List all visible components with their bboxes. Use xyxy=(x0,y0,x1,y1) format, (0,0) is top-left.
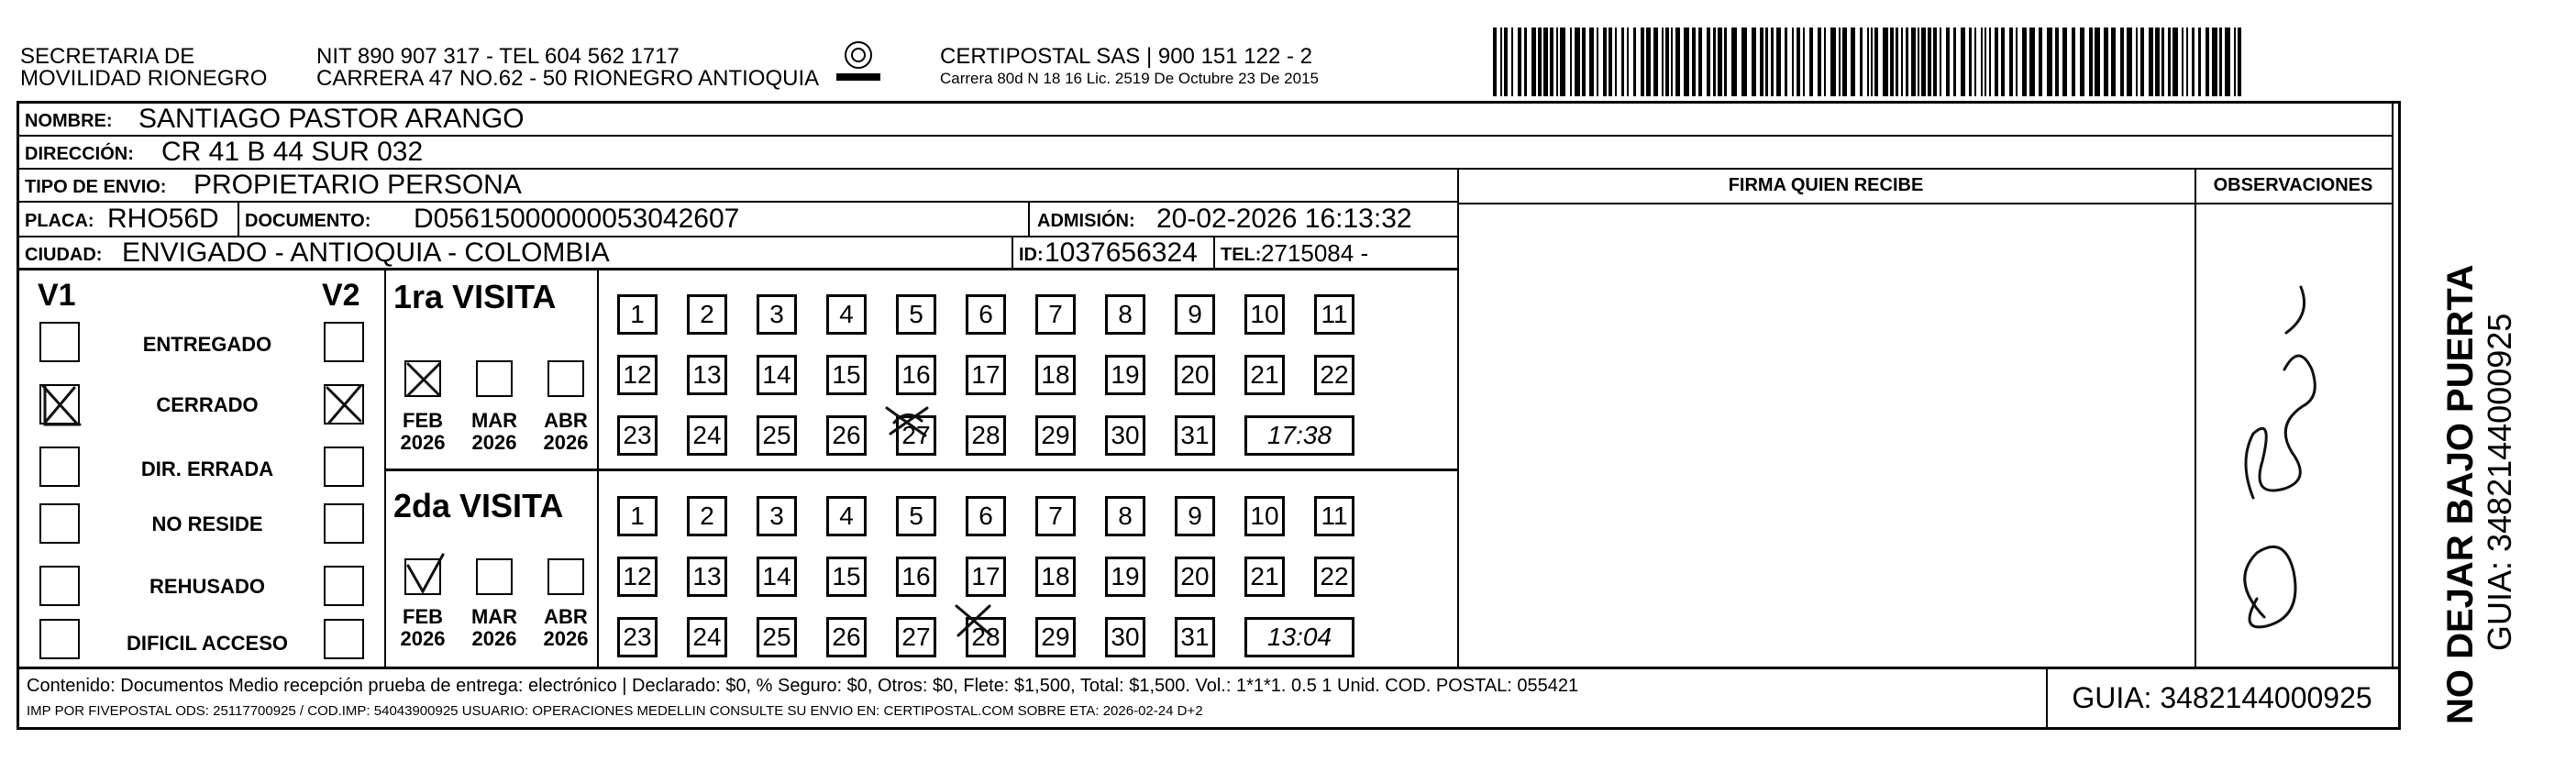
first-visit-day-29[interactable]: 29 xyxy=(1035,415,1076,456)
first-visit-day-7[interactable]: 7 xyxy=(1035,294,1076,335)
barcode-bar xyxy=(1641,28,1644,96)
barcode-bar xyxy=(1818,28,1821,96)
barcode-bar xyxy=(1504,28,1508,96)
second-visit-day-29[interactable]: 29 xyxy=(1035,617,1076,657)
courier-name: CERTIPOSTAL SAS | 900 151 122 - 2 xyxy=(940,44,1312,69)
barcode-bar xyxy=(2022,28,2027,96)
org-name-line1: SECRETARIA DE xyxy=(20,44,195,69)
month-name: FEB xyxy=(403,409,443,432)
second-visit-day-9[interactable]: 9 xyxy=(1175,496,1215,536)
barcode-bar xyxy=(2104,28,2108,96)
second-month-feb xyxy=(391,606,455,650)
barcode-bar xyxy=(1665,28,1669,96)
org-name-line2: MOVILIDAD RIONEGRO xyxy=(20,66,268,91)
observaciones-header: OBSERVACIONES xyxy=(2213,175,2373,195)
first-visit-day-20[interactable]: 20 xyxy=(1175,355,1215,395)
v2-cerrado-checkbox[interactable] xyxy=(324,384,364,425)
second-visit-day-20[interactable]: 20 xyxy=(1175,557,1215,597)
barcode-bar xyxy=(1860,28,1863,96)
first-visit-day-26[interactable]: 26 xyxy=(826,415,867,456)
second-visit-day-28[interactable]: 28 xyxy=(966,617,1006,657)
second-visit-day-25[interactable]: 25 xyxy=(757,617,797,657)
month-year: 2026 xyxy=(471,431,517,454)
month-year: 2026 xyxy=(543,627,589,650)
second-visit-day-6[interactable]: 6 xyxy=(966,496,1006,536)
barcode-bar xyxy=(2219,28,2222,96)
second-visit-day-5[interactable]: 5 xyxy=(896,496,936,536)
tipo-value: PROPIETARIO PERSONA xyxy=(193,170,522,200)
barcode-bar xyxy=(2080,28,2084,96)
barcode-bar xyxy=(2225,28,2230,96)
second-visit-day-1[interactable]: 1 xyxy=(617,496,658,536)
barcode-bar xyxy=(2001,28,2005,96)
barcode-bar xyxy=(1741,28,1747,96)
second-visit-day-19[interactable]: 19 xyxy=(1105,557,1145,597)
month-year: 2026 xyxy=(400,431,446,454)
documento-label: DOCUMENTO: xyxy=(245,211,371,231)
second-visit-day-3[interactable]: 3 xyxy=(757,496,797,536)
courier-address: Carrera 80d N 18 16 Lic. 2519 De Octubre 23 De 2015 xyxy=(940,70,1319,87)
v1-dir-errada-checkbox[interactable] xyxy=(39,447,80,487)
second-visit-day-31[interactable]: 31 xyxy=(1175,617,1215,657)
barcode-bar xyxy=(2120,28,2124,96)
barcode-bar xyxy=(1698,28,1702,96)
id-value: 1037656324 xyxy=(1045,237,1198,268)
first-visit-feb-checkbox[interactable] xyxy=(404,360,441,397)
second-visit-day-21[interactable]: 21 xyxy=(1244,557,1285,597)
second-visit-day-17[interactable]: 17 xyxy=(966,557,1006,597)
first-month-mar xyxy=(462,410,526,454)
barcode-bar xyxy=(2072,28,2075,96)
second-visit-mar-checkbox[interactable] xyxy=(476,558,513,595)
status-rehusado: REHUSADO xyxy=(149,575,265,598)
first-visit-day-18[interactable]: 18 xyxy=(1035,355,1076,395)
barcode-bar xyxy=(1760,28,1763,96)
side-guia: GUIA: 3482144000925 xyxy=(2481,313,2518,651)
barcode-bar xyxy=(1896,28,1898,96)
barcode-bar xyxy=(1867,28,1869,96)
first-visit-day-11[interactable]: 11 xyxy=(1314,294,1354,335)
barcode-bar xyxy=(1921,28,1926,96)
barcode-bar xyxy=(2161,28,2164,96)
second-visit-day-8[interactable]: 8 xyxy=(1105,496,1145,536)
second-visit-feb-checkbox[interactable] xyxy=(404,558,441,595)
second-visit-day-12[interactable]: 12 xyxy=(617,557,658,597)
barcode-bar xyxy=(1538,28,1542,96)
barcode-bar xyxy=(1883,28,1888,96)
first-visit-day-15[interactable]: 15 xyxy=(826,355,867,395)
barcode-bar xyxy=(1493,28,1497,96)
barcode-bar xyxy=(1713,28,1716,96)
first-visit-day-31[interactable]: 31 xyxy=(1175,415,1215,456)
barcode-bar xyxy=(1653,28,1658,96)
first-month-feb xyxy=(391,410,455,454)
barcode-bar xyxy=(1543,28,1548,96)
barcode-bar xyxy=(1675,28,1680,96)
first-visit-day-12[interactable]: 12 xyxy=(617,355,658,395)
barcode-bar xyxy=(1550,28,1553,96)
barcode-bar xyxy=(1890,28,1894,96)
first-visit-day-8[interactable]: 8 xyxy=(1105,294,1145,335)
barcode-bar xyxy=(1933,28,1937,96)
first-visit-day-1[interactable]: 1 xyxy=(617,294,658,335)
barcode-bar xyxy=(2095,28,2100,96)
barcode-bar xyxy=(1901,28,1903,96)
barcode-bar xyxy=(1752,28,1756,96)
barcode-bar xyxy=(1985,28,1986,96)
status-dir-errada: DIR. ERRADA xyxy=(140,458,274,480)
barcode-bar xyxy=(1995,28,1998,96)
footer-guia: GUIA: 3482144000925 xyxy=(2072,681,2372,714)
barcode-bar xyxy=(1633,28,1636,96)
v1-dificil-acceso-checkbox[interactable] xyxy=(39,619,80,659)
barcode-bar xyxy=(2212,28,2217,96)
barcode-bar xyxy=(2009,28,2013,96)
barcode-bar xyxy=(1511,28,1513,96)
barcode-bar xyxy=(1969,28,1972,96)
barcode-bar xyxy=(1603,28,1607,96)
second-visit-day-15[interactable]: 15 xyxy=(826,557,867,597)
barcode-bar xyxy=(1776,28,1781,96)
barcode-bar xyxy=(1621,28,1624,96)
barcode-bar xyxy=(2029,28,2035,96)
second-visit-day-10[interactable]: 10 xyxy=(1244,496,1285,536)
barcode-bar xyxy=(2047,28,2052,96)
second-visit-abr-checkbox[interactable] xyxy=(547,558,584,595)
barcode-bar xyxy=(1500,28,1502,96)
first-visit-title: 1ra VISITA xyxy=(393,278,557,315)
barcode-bar xyxy=(2238,28,2241,96)
barcode-bar xyxy=(1842,28,1847,96)
barcode-bar xyxy=(1809,28,1813,96)
barcode-bar xyxy=(1830,28,1836,96)
direccion-value: CR 41 B 44 SUR 032 xyxy=(161,137,424,167)
ciudad-value: ENVIGADO - ANTIOQUIA - COLOMBIA xyxy=(122,237,610,268)
v2-dificil-acceso-checkbox[interactable] xyxy=(324,619,364,659)
barcode-bar xyxy=(2136,28,2138,96)
barcode-bar xyxy=(1771,28,1774,96)
second-month-mar xyxy=(462,606,526,650)
barcode-bar xyxy=(2149,28,2153,96)
first-visit-day-27[interactable]: 27 xyxy=(896,415,936,456)
barcode-bar xyxy=(1946,28,1950,96)
v1-cerrado-checkbox[interactable] xyxy=(39,384,80,425)
barcode-bar xyxy=(2234,28,2236,96)
barcode-bar xyxy=(1560,28,1565,96)
month-name: ABR xyxy=(544,605,588,628)
barcode-bar xyxy=(2039,28,2042,96)
barcode-bar xyxy=(1609,28,1612,96)
row-direccion xyxy=(19,137,2392,170)
barcode-bar xyxy=(1851,28,1855,96)
barcode-bar xyxy=(1928,28,1931,96)
barcode-bar xyxy=(1839,28,1841,96)
barcode-bar xyxy=(1662,28,1664,96)
barcode-bar xyxy=(1765,28,1768,96)
barcode-bar xyxy=(1981,28,1983,96)
barcode-bar xyxy=(1961,28,1965,96)
month-name: MAR xyxy=(470,409,518,432)
barcode-bar xyxy=(1785,28,1787,96)
status-entregado: ENTREGADO xyxy=(142,333,272,356)
first-visit-day-10[interactable]: 10 xyxy=(1244,294,1285,335)
barcode-bar xyxy=(1724,28,1727,96)
barcode-bar xyxy=(1797,28,1800,96)
month-name: FEB xyxy=(403,605,443,628)
barcode-bar xyxy=(2111,28,2116,96)
barcode-bar xyxy=(2062,28,2067,96)
barcode-bar xyxy=(1627,28,1629,96)
first-visit-day-6[interactable]: 6 xyxy=(966,294,1006,335)
placa-value: RHO56D xyxy=(107,204,219,234)
barcode-bar xyxy=(1589,28,1594,96)
second-visit-day-13[interactable]: 13 xyxy=(687,557,727,597)
direccion-label: DIRECCIÓN: xyxy=(25,144,134,164)
first-visit-day-23[interactable]: 23 xyxy=(617,415,658,456)
side-labels xyxy=(2439,83,2518,724)
first-visit-day-13[interactable]: 13 xyxy=(687,355,727,395)
v1-no-reside-checkbox[interactable] xyxy=(39,503,80,544)
firma-header: FIRMA QUIEN RECIBE xyxy=(1728,175,1924,195)
first-visit-day-16[interactable]: 16 xyxy=(896,355,936,395)
tel-label: TEL: xyxy=(1221,245,1262,265)
barcode-bar xyxy=(1824,28,1826,96)
status-dificil-acceso: DIFICIL ACCESO xyxy=(126,632,288,655)
second-visit-day-22[interactable]: 22 xyxy=(1314,557,1354,597)
v1-rehusado-checkbox[interactable] xyxy=(39,566,80,606)
first-visit-day-3[interactable]: 3 xyxy=(757,294,797,335)
barcode-bar xyxy=(1597,28,1598,96)
barcode-bar xyxy=(2140,28,2144,96)
barcode-bar xyxy=(2155,28,2160,96)
month-name: ABR xyxy=(544,409,588,432)
barcode-bar xyxy=(1518,28,1521,96)
second-visit-day-2[interactable]: 2 xyxy=(687,496,727,536)
second-month-abr xyxy=(534,606,598,650)
org-address: CARRERA 47 NO.62 - 50 RIONEGRO ANTIOQUIA xyxy=(316,66,820,91)
barcode-bar xyxy=(1803,28,1805,96)
barcode-bar xyxy=(1874,28,1878,96)
row-placa xyxy=(19,203,1457,237)
v1-entregado-checkbox[interactable] xyxy=(39,322,80,362)
first-visit-abr-checkbox[interactable] xyxy=(547,360,584,397)
first-visit-time-box[interactable]: 17:38 xyxy=(1244,415,1354,456)
month-year: 2026 xyxy=(543,431,589,454)
row-nombre xyxy=(19,104,2392,137)
barcode-bar xyxy=(1575,28,1580,96)
first-visit-day-28[interactable]: 28 xyxy=(966,415,1006,456)
second-visit-title: 2da VISITA xyxy=(393,487,564,524)
second-visit-time-box[interactable]: 13:04 xyxy=(1244,617,1354,657)
footer-contenido: Contenido: Documentos Medio recepción prueba de entrega: electrónico | Declarado: $0, % Seguro: $0, Otros: $0, Flete: $1,500, Total: $1,500. Vol.: 1*1*1. 0.5 1 Unid. COD. POSTAL: 055421 xyxy=(27,676,1579,696)
barcode-bar xyxy=(1692,28,1696,96)
first-visit-day-25[interactable]: 25 xyxy=(757,415,797,456)
second-visit-day-18[interactable]: 18 xyxy=(1035,557,1076,597)
first-visit-day-24[interactable]: 24 xyxy=(687,415,727,456)
barcode xyxy=(1493,28,2245,96)
v2-dir-errada-checkbox[interactable] xyxy=(324,447,364,487)
barcode-bar xyxy=(2127,28,2132,96)
second-visit-day-4[interactable]: 4 xyxy=(826,496,867,536)
first-visit-day-19[interactable]: 19 xyxy=(1105,355,1145,395)
first-visit-mar-checkbox[interactable] xyxy=(476,360,513,397)
barcode-bar xyxy=(2168,28,2171,96)
barcode-bar xyxy=(1556,28,1558,96)
month-year: 2026 xyxy=(400,627,446,650)
barcode-bar xyxy=(2055,28,2059,96)
barcode-bar xyxy=(2016,28,2018,96)
placa-label: PLACA: xyxy=(25,211,94,231)
first-visit-day-5[interactable]: 5 xyxy=(896,294,936,335)
barcode-bar xyxy=(2182,28,2184,96)
v2-rehusado-checkbox[interactable] xyxy=(324,566,364,606)
v2-no-reside-checkbox[interactable] xyxy=(324,503,364,544)
barcode-bar xyxy=(2192,28,2195,96)
barcode-bar xyxy=(1718,28,1722,96)
admision-value: 20-02-2026 16:13:32 xyxy=(1156,204,1412,234)
tipo-label: TIPO DE ENVIO: xyxy=(25,177,167,197)
barcode-bar xyxy=(1792,28,1794,96)
barcode-bar xyxy=(1953,28,1956,96)
footer-imp: IMP POR FIVEPOSTAL ODS: 25117700925 / COD.IMP: 54043900925 USUARIO: OPERACIONES MEDELLIN CONSULTE SU ENVIO EN: CERTIPOSTAL.COM SOBRE ETA: 2026-02-24 D+2 xyxy=(27,703,1203,719)
barcode-bar xyxy=(2206,28,2209,96)
barcode-bar xyxy=(1707,28,1710,96)
second-visit-day-30[interactable]: 30 xyxy=(1105,617,1145,657)
first-visit-day-30[interactable]: 30 xyxy=(1105,415,1145,456)
row-tipo xyxy=(19,170,1457,203)
barcode-bar xyxy=(1684,28,1689,96)
row-ciudad xyxy=(19,237,1457,270)
barcode-bar xyxy=(1671,28,1673,96)
nombre-value: SANTIAGO PASTOR ARANGO xyxy=(138,104,525,134)
barcode-bar xyxy=(1918,28,1919,96)
second-visit-day-16[interactable]: 16 xyxy=(896,557,936,597)
second-visit-day-11[interactable]: 11 xyxy=(1314,496,1354,536)
first-visit-day-9[interactable]: 9 xyxy=(1175,294,1215,335)
second-visit-day-7[interactable]: 7 xyxy=(1035,496,1076,536)
second-visit-day-24[interactable]: 24 xyxy=(687,617,727,657)
first-visit-day-22[interactable]: 22 xyxy=(1314,355,1354,395)
v2-entregado-checkbox[interactable] xyxy=(324,322,364,362)
barcode-bar xyxy=(1582,28,1586,96)
month-year: 2026 xyxy=(471,627,517,650)
barcode-bar xyxy=(1940,28,1941,96)
nombre-label: NOMBRE: xyxy=(25,111,113,131)
v2-label: V2 xyxy=(322,278,360,313)
documento-value: D05615000000053042607 xyxy=(414,204,740,234)
second-visit-day-23[interactable]: 23 xyxy=(617,617,658,657)
second-visit-day-26[interactable]: 26 xyxy=(826,617,867,657)
v1-label: V1 xyxy=(38,278,76,313)
barcode-bar xyxy=(1871,28,1873,96)
barcode-bar xyxy=(2089,28,2093,96)
barcode-bar xyxy=(1731,28,1737,96)
tel-value: 2715084 - xyxy=(1261,239,1369,267)
barcode-bar xyxy=(2186,28,2188,96)
second-visit-day-14[interactable]: 14 xyxy=(757,557,797,597)
delivery-card xyxy=(17,101,2401,730)
no-dejar-bajo-puerta: NO DEJAR BAJO PUERTA xyxy=(2440,264,2481,724)
first-visit-day-2[interactable]: 2 xyxy=(687,294,727,335)
barcode-bar xyxy=(2198,28,2201,96)
admision-label: ADMISIÓN: xyxy=(1037,211,1135,231)
barcode-bar xyxy=(1570,28,1572,96)
second-visit-day-27[interactable]: 27 xyxy=(896,617,936,657)
status-cerrado: CERRADO xyxy=(156,393,259,416)
ciudad-label: CIUDAD: xyxy=(25,245,103,265)
id-label: ID: xyxy=(1019,245,1044,265)
nit-tel: NIT 890 907 317 - TEL 604 562 1717 xyxy=(316,44,680,69)
barcode-bar xyxy=(1906,28,1908,96)
barcode-bar xyxy=(1911,28,1916,96)
barcode-bar xyxy=(1974,28,1976,96)
barcode-bar xyxy=(1615,28,1617,96)
barcode-bar xyxy=(1524,28,1527,96)
first-visit-day-17[interactable]: 17 xyxy=(966,355,1006,395)
barcode-bar xyxy=(1531,28,1536,96)
barcode-bar xyxy=(1989,28,1991,96)
month-name: MAR xyxy=(470,605,518,628)
first-month-abr xyxy=(534,410,598,454)
first-visit-day-14[interactable]: 14 xyxy=(757,355,797,395)
barcode-bar xyxy=(1646,28,1651,96)
barcode-bar xyxy=(2172,28,2178,96)
first-visit-day-4[interactable]: 4 xyxy=(826,294,867,335)
status-no-reside: NO RESIDE xyxy=(151,513,263,535)
certipostal-logo xyxy=(833,39,884,94)
first-visit-day-21[interactable]: 21 xyxy=(1244,355,1285,395)
